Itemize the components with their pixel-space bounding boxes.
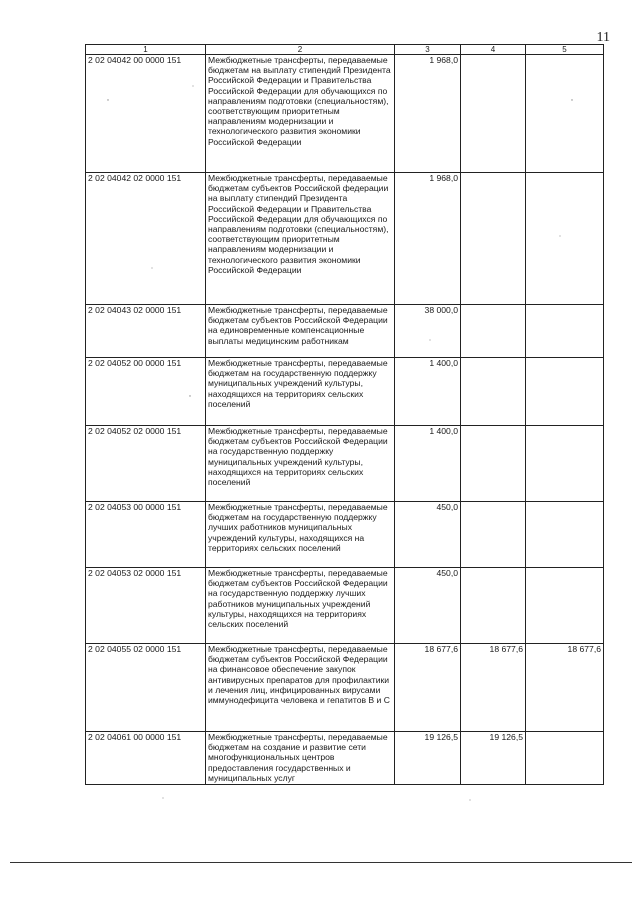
header-col-5: 5 xyxy=(526,45,604,55)
amount-col-4 xyxy=(461,426,526,502)
table-row xyxy=(86,732,604,785)
page-bottom-rule xyxy=(10,862,632,863)
amount-col-3: 1 968,0 xyxy=(395,55,461,173)
header-col-1: 1 xyxy=(86,45,206,55)
budget-table xyxy=(85,44,604,785)
row-description: Межбюджетные трансферты, передаваемые бюджетам субъектов Российской Федерации на единовременные компенсационные выплаты медицинским работникам xyxy=(206,305,395,358)
budget-code: 2 02 04053 00 0000 151 xyxy=(86,502,206,568)
amount-col-4 xyxy=(461,305,526,358)
amount-col-3: 38 000,0 xyxy=(395,305,461,358)
table-row xyxy=(86,568,604,644)
budget-code: 2 02 04061 00 0000 151 xyxy=(86,732,206,785)
amount-col-4 xyxy=(461,502,526,568)
amount-col-5: 18 677,6 xyxy=(526,644,604,732)
budget-code: 2 02 04043 02 0000 151 xyxy=(86,305,206,358)
header-col-3: 3 xyxy=(395,45,461,55)
page-number: 11 xyxy=(596,30,610,45)
amount-col-5 xyxy=(526,173,604,305)
budget-code: 2 02 04053 02 0000 151 xyxy=(86,568,206,644)
table-row xyxy=(86,305,604,358)
row-description: Межбюджетные трансферты, передаваемые бюджетам субъектов Российской федерации на выплату стипендий Президента Российской Федерации и Правительства Российской Федерации для обучающихся по направлениям подготовки (специальностям), соответствующим приоритетным направлениям модернизации и технологического развития экономики Российской Федерации xyxy=(206,173,395,305)
amount-col-5 xyxy=(526,426,604,502)
amount-col-4 xyxy=(461,55,526,173)
budget-code: 2 02 04052 00 0000 151 xyxy=(86,358,206,426)
table-row xyxy=(86,173,604,305)
budget-code: 2 02 04052 02 0000 151 xyxy=(86,426,206,502)
amount-col-3: 19 126,5 xyxy=(395,732,461,785)
amount-col-3: 1 400,0 xyxy=(395,426,461,502)
table-row xyxy=(86,644,604,732)
amount-col-4: 19 126,5 xyxy=(461,732,526,785)
row-description: Межбюджетные трансферты, передаваемые бюджетам на государственную поддержку лучших работников муниципальных учреждений культуры, находящихся на территориях сельских поселений xyxy=(206,502,395,568)
row-description: Межбюджетные трансферты, передаваемые бюджетам субъектов Российской Федерации на государственную поддержку муниципальных учреждений культуры, находящихся на территориях сельских поселений xyxy=(206,426,395,502)
amount-col-4 xyxy=(461,173,526,305)
amount-col-3: 18 677,6 xyxy=(395,644,461,732)
amount-col-5 xyxy=(526,732,604,785)
row-description: Межбюджетные трансферты, передаваемые бюджетам на создание и развитие сети многофункциональных центров предоставления государственных и муниципальных услуг xyxy=(206,732,395,785)
amount-col-5 xyxy=(526,305,604,358)
budget-code: 2 02 04042 02 0000 151 xyxy=(86,173,206,305)
amount-col-5 xyxy=(526,358,604,426)
amount-col-3: 1 400,0 xyxy=(395,358,461,426)
header-col-4: 4 xyxy=(461,45,526,55)
budget-code: 2 02 04042 00 0000 151 xyxy=(86,55,206,173)
row-description: Межбюджетные трансферты, передаваемые бюджетам на государственную поддержку муниципальных учреждений культуры, находящихся на территориях сельских поселений xyxy=(206,358,395,426)
table-row xyxy=(86,502,604,568)
amount-col-3: 450,0 xyxy=(395,502,461,568)
budget-code: 2 02 04055 02 0000 151 xyxy=(86,644,206,732)
amount-col-4: 18 677,6 xyxy=(461,644,526,732)
amount-col-5 xyxy=(526,55,604,173)
amount-col-4 xyxy=(461,358,526,426)
header-row xyxy=(86,45,604,55)
table-row xyxy=(86,426,604,502)
amount-col-5 xyxy=(526,568,604,644)
header-col-2: 2 xyxy=(206,45,395,55)
table-row xyxy=(86,55,604,173)
amount-col-3: 450,0 xyxy=(395,568,461,644)
amount-col-3: 1 968,0 xyxy=(395,173,461,305)
amount-col-5 xyxy=(526,502,604,568)
row-description: Межбюджетные трансферты, передаваемые бюджетам субъектов Российской Федерации на финансовое обеспечение закупок антивирусных препаратов для профилактики и лечения лиц, инфицированных вирусами иммунодефицита человека и гепатитов В и С xyxy=(206,644,395,732)
table-row xyxy=(86,358,604,426)
row-description: Межбюджетные трансферты, передаваемые бюджетам на выплату стипендий Президента Российской Федерации и Правительства Российской Федерации для обучающихся по направлениям подготовки (специальностям), соответствующим приоритетным направлениям модернизации и технологического развития экономики Российской Федерации xyxy=(206,55,395,173)
row-description: Межбюджетные трансферты, передаваемые бюджетам субъектов Российской Федерации на государственную поддержку лучших работников муниципальных учреждений культуры, находящихся на территориях сельских поселений xyxy=(206,568,395,644)
amount-col-4 xyxy=(461,568,526,644)
